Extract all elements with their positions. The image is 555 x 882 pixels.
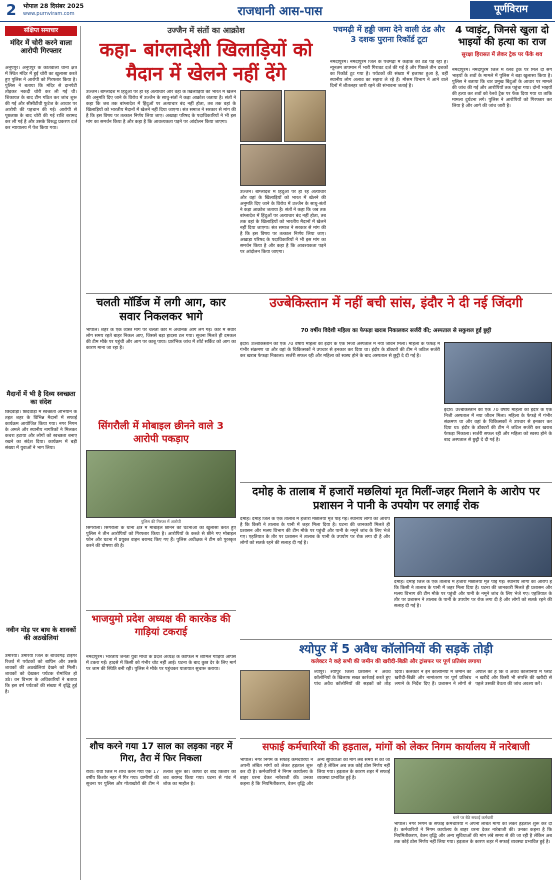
sanitation-strike-caption: धरने पर बैठे सफाई कर्मचारी	[452, 815, 494, 820]
lead-photo-saint1	[240, 90, 282, 142]
far-right-headline: 4 प्वाइंट, जिनसे खुला दो भाइयों की हत्या का राज	[455, 25, 549, 48]
car-fire-body: भोपाल। शहर के एक व्यस्त मार्ग पर चलती कार में अचानक आग लग गई। कार में सवार लोग समय रहते बाहर निकल आए, जिससे बड़ा हादसा टल गया। सूचना मिलते ही दमकल की टीम मौके पर पहुंची और आग पर काबू पाया। प्रारंभिक जांच में शॉर्ट सर्किट को आग का कारण माना जा रहा है।	[86, 328, 236, 351]
page-number: 2	[6, 1, 17, 19]
indore-subhead: 70 वर्षीय विदेशी महिला का फेफड़ा खराब निकालकर सर्जरी की; अस्पताल से सकुशल हुईं छुट्टी	[300, 328, 492, 334]
indore-body: इंदौर। उज्बेकिस्तान की एक 70 वर्षीय महिला को इंदौर के एक निजी अस्पताल में नया जीवन मिला। महिला के फेफड़े में गंभीर संक्रमण था और वहां के चिकित्सकों ने उपचार से इनकार कर दिया था। इंदौर के डॉक्टरों की टीम ने जटिल सर्जरी कर खराब फेफड़ा निकाला। सर्जरी सफल रही और महिला को स्वस्थ होने के बाद अस्पताल से छुट्टी दे दी गई है।	[240, 342, 440, 359]
shyopur-subhead: कलेक्टर ने कहे सभी की जमीन की खरीदी-बिक्री और ट्रांसफर पर पूर्ण प्रतिबंध लगाया	[310, 659, 482, 665]
sidebar-story3-body: उमरिया। उमरिया जिले के बांधवगढ़ टाइगर रिजर्व में पर्यटकों को बाघिन और उसके शावकों की अठखेलियां देखने को मिलीं। शावकों को देखकर पर्यटक रोमांचित हो उठे। वन विभाग के अधिकारियों ने बताया कि इस वर्ष पर्यटकों की संख्या में वृद्धि हुई है।	[5, 654, 77, 695]
damoh-photo	[394, 517, 552, 577]
lead-kicker: उज्जैन में संतों का आक्रोश	[167, 26, 245, 35]
canal-headline: शौच करने गया 17 साल का लड़का नहर में गिरा, तैरा में फिर निकला	[89, 742, 233, 764]
lead-body: उज्जैन। बांग्लादेश में हिंदुओं पर हो रहे अत्याचार और वहां के खिलाड़ियों को भारत में खेलने की अनुमति दिए जाने के विरोध में उज्जैन के साधु-संतों ने कड़ा आक्रोश जताया है। संतों ने कहा कि जब तक बांग्लादेश में हिंदुओं पर अत्याचार बंद नहीं होता, तब तक वहां के खिलाड़ियों को भारतीय मैदानों में खेलने नहीं दिया जाएगा। संत समाज ने सरकार से मांग की है कि इस विषय पर तत्काल निर्णय लिया जाए। अखाड़ा परिषद के पदाधिकारियों ने भी इस मांग का समर्थन किया है और कहा है कि आवश्यकता पड़ने पर आंदोलन किया जाएगा।	[86, 90, 236, 125]
car-fire-headline: चलती मॉर्डिज में लगी आग, कार सवार निकलकर भागे	[96, 296, 226, 323]
right-top-headline: पचमढ़ी में हड्डी जमा देने वाली ठंड और 3 दशक पुराना रिकॉर्ड टूटा	[333, 25, 445, 44]
sidebar-story1-title: मंदिर में चोरी करने वाला आरोपी गिरफ्तार	[10, 39, 72, 55]
paper-name: पूर्णविराम	[470, 1, 552, 19]
sidebar-story3-title: नवीन मोड़ पर बाघ के शावकों की अठखेलियां	[6, 626, 76, 642]
singrauli-headline: सिंगरौली में मोबाइल छीनने वाले 3 आरोपी पकड़ाए	[98, 421, 224, 445]
lead-photo-saint2	[284, 90, 326, 142]
sidebar-label: संक्षिप्त समाचार	[5, 26, 77, 36]
sanitation-strike-photo	[394, 758, 552, 814]
masthead	[0, 0, 555, 22]
bjp-headline: भाजयुमो प्रदेश अध्यक्ष की कारकेड की गाड़ियां टकराई	[91, 614, 231, 638]
damoh-body: दमोह। दमोह जिले के एक तालाब में हजारों मछलियां मृत पाई गईं। स्थानीय लोगों का आरोप है कि किसी ने तालाब के पानी में जहर मिला दिया है। घटना की जानकारी मिलते ही प्रशासन और मत्स्य विभाग की टीम मौके पर पहुंची और पानी के नमूने जांच के लिए भेजे गए। एहतियात के तौर पर प्रशासन ने तालाब के पानी के उपयोग पर रोक लगा दी है और लोगों को सतर्क रहने की सलाह दी गई है।	[240, 517, 390, 546]
right-top-body: नर्मदापुरम। नर्मदापुरम जिले के पचमढ़ी में कड़ाके की ठंड पड़ रही है। न्यूनतम तापमान में भारी गिरावट दर्ज की गई है और पिछले तीन दशकों का रिकॉर्ड टूट गया है। पर्यटकों की संख्या में इजाफा हुआ है, वहीं स्थानीय लोग अलाव का सहारा ले रहे हैं। मौसम विभाग ने आने वाले दिनों में शीतलहर जारी रहने की संभावना जताई है।	[330, 60, 448, 89]
lead-photo-saint3	[240, 144, 326, 186]
sanitation-strike-headline: सफाई कर्मचारियों की हड़ताल, मांगों को लेकर निगम कार्यालय में नारेबाजी	[262, 742, 530, 753]
far-right-subhead: सुरक्षा हिरासत में लेकर ट्रेक पर फेंके शव	[461, 52, 543, 58]
singrauli-body: सिंगरौली। सिंगरौली के थाना क्षेत्र में मोबाइल छीनने की घटनाओं का खुलासा करते हुए पुलिस ने तीन आरोपियों को गिरफ्तार किया है। आरोपियों के कब्जे से छीने गए मोबाइल फोन और घटना में प्रयुक्त वाहन बरामद किए गए हैं। पुलिस अधीक्षक ने टीम को पुरस्कृत करने की घोषणा की है।	[86, 526, 236, 549]
sidebar-story2-title: मैदानों में भी है दिव्य स्वच्छता का संदेश	[6, 390, 76, 406]
indore-body-right: इंदौर। उज्बेकिस्तान की एक 70 वर्षीय महिला को इंदौर के एक निजी अस्पताल में नया जीवन मिला। महिला के फेफड़े में गंभीर संक्रमण था और वहां के चिकित्सकों ने उपचार से इनकार कर दिया था। इंदौर के डॉक्टरों की टीम ने जटिल सर्जरी कर खराब फेफड़ा निकाला। सर्जरी सफल रही और महिला को स्वस्थ होने के बाद अस्पताल से छुट्टी दे दी गई है।	[444, 408, 552, 443]
masthead-website[interactable]: www.purnviram.com	[23, 11, 75, 17]
damoh-headline: दमोह के तालाब में हजारों मछलियां मृत मिलीं-जहर मिलाने के आरोप पर प्रशासन ने पानी के उपयोग पर लगाई रोक	[252, 485, 540, 512]
singrauli-caption: पुलिस की गिरफ्त में आरोपी	[141, 519, 181, 524]
shyopur-body: श्योपुर। श्योपुर जिला प्रशासन ने अवैध कॉलोनियों के खिलाफ सख्त कार्रवाई करते हुए पांच अवैध कॉलोनियों की सड़कों को तोड़ दिया। कलेक्टर ने इन कॉलोनियों में जमीन की खरीदी-बिक्री और नामांतरण पर पूर्ण प्रतिबंध लगाने के निर्देश दिए हैं। प्रशासन ने लोगों से अपील की है कि वे अवैध कॉलोनियों में प्लॉट न खरीदें और किसी भी संपत्ति की खरीदी से पहले उसकी वैधता की जांच अवश्य करें।	[314, 670, 552, 687]
indore-headline: उज्बेकिस्तान में नहीं बची सांस, इंदौर ने दी नई जिंदगी	[269, 296, 523, 311]
masthead-date: भोपाल 28 दिसंबर 2025	[23, 3, 84, 10]
shyopur-photo	[240, 670, 310, 720]
sanitation-strike-body-right: भोपाल। नगर निगम के सफाई कर्मचारियों ने अपनी लंबित मांगों को लेकर हड़ताल शुरू कर दी है। कर्मचारियों ने निगम कार्यालय के बाहर धरना देकर नारेबाजी की। उनका कहना है कि नियमितीकरण, वेतन वृद्धि और अन्य सुविधाओं की मांग लंबे समय से की जा रही है लेकिन अब तक कोई ठोस निर्णय नहीं लिया गया। हड़ताल के कारण शहर में सफाई व्यवस्था प्रभावित हुई है।	[394, 822, 552, 845]
canal-body: रीवा। रीवा जिले में शौच करने गया एक 17 वर्षीय किशोर नहर में गिर गया। ग्रामीणों की सूचना पर पुलिस और गोताखोरों की टीम ने तलाश शुरू की। काफी देर बाद किशोर का शव बरामद किया गया। घटना से गांव में शोक का माहौल है।	[86, 770, 236, 787]
indore-photo	[444, 342, 552, 404]
sidebar	[3, 26, 81, 880]
lead-headline: कहा- बांग्लादेशी खिलाड़ियों को मैदान में खेलने नहीं देंगे	[99, 39, 313, 85]
bjp-body: नर्मदापुरम। भारतीय जनता युवा मोर्चा के प्रदेश अध्यक्ष के काफिले में शामिल गाड़ियां आपस में टकरा गईं। हादसे में किसी को गंभीर चोट नहीं आई। घटना के बाद कुछ देर के लिए मार्ग पर जाम की स्थिति बनी रही। पुलिस ने मौके पर पहुंचकर यातायात सुचारू कराया।	[86, 655, 236, 672]
far-right-body: नर्मदापुरम। नर्मदापुरम जिले में रेलवे ट्रैक पर मिले दो सगे भाइयों के शवों के मामले में पुलिस ने बड़ा खुलासा किया है। पुलिस ने बताया कि चार प्रमुख बिंदुओं के आधार पर मामले की जांच की गई और आरोपियों तक पहुंचा गया। दोनों भाइयों की हत्या कर शवों को रेलवे ट्रैक पर फेंक दिया गया था ताकि मामला दुर्घटना लगे। पुलिस ने आरोपियों को गिरफ्तार कर लिया है और आगे की जांच जारी है।	[452, 68, 552, 109]
sanitation-strike-body: भोपाल। नगर निगम के सफाई कर्मचारियों ने अपनी लंबित मांगों को लेकर हड़ताल शुरू कर दी है। कर्मचारियों ने निगम कार्यालय के बाहर धरना देकर नारेबाजी की। उनका कहना है कि नियमितीकरण, वेतन वृद्धि और अन्य सुविधाओं की मांग लंबे समय से की जा रही है लेकिन अब तक कोई ठोस निर्णय नहीं लिया गया। हड़ताल के कारण शहर में सफाई व्यवस्था प्रभावित हुई है।	[240, 758, 390, 787]
sidebar-story2-body: छिंदवाड़ा। छिंदवाड़ा में स्वच्छता अभियान के तहत शहर के विभिन्न मैदानों में सफाई कार्यक्रम आयोजित किया गया। नगर निगम के अमले और स्थानीय नागरिकों ने मिलकर कचरा हटाया और लोगों को स्वच्छता बनाए रखने का संदेश दिया। कार्यक्रम में बड़ी संख्या में युवाओं ने भाग लिया।	[5, 410, 77, 451]
singrauli-photo	[86, 450, 236, 518]
damoh-body-right: दमोह। दमोह जिले के एक तालाब में हजारों मछलियां मृत पाई गईं। स्थानीय लोगों का आरोप है कि किसी ने तालाब के पानी में जहर मिला दिया है। घटना की जानकारी मिलते ही प्रशासन और मत्स्य विभाग की टीम मौके पर पहुंची और पानी के नमूने जांच के लिए भेजे गए। एहतियात के तौर पर प्रशासन ने तालाब के पानी के उपयोग पर रोक लगा दी है और लोगों को सतर्क रहने की सलाह दी गई है।	[394, 580, 552, 609]
shyopur-headline: श्योपुर में 5 अवैध कॉलोनियों की सड़कें तोड़ी	[299, 642, 493, 656]
sidebar-story1-body: अनूपपुर। अनूपपुर के कोतवाली थाना क्षेत्र में स्थित मंदिर में हुई चोरी का खुलासा करते हुए पुलिस ने आरोपी को गिरफ्तार किया है। पुलिस ने बताया कि मंदिर से दानपेटी तोड़कर नकदी चोरी कर ली गई थी। शिकायत के बाद टीम गठित कर जांच शुरू की गई और सीसीटीवी फुटेज के आधार पर आरोपी की पहचान की गई। आरोपी से पूछताछ के बाद चोरी की गई राशि बरामद कर ली गई है और उसके विरुद्ध प्रकरण दर्ज कर न्यायालय में पेश किया गया।	[5, 66, 77, 131]
lead-body-continued: उज्जैन। बांग्लादेश में हिंदुओं पर हो रहे अत्याचार और वहां के खिलाड़ियों को भारत में खेलने की अनुमति दिए जाने के विरोध में उज्जैन के साधु-संतों ने कड़ा आक्रोश जताया है। संतों ने कहा कि जब तक बांग्लादेश में हिंदुओं पर अत्याचार बंद नहीं होता, तब तक वहां के खिलाड़ियों को भारतीय मैदानों में खेलने नहीं दिया जाएगा। संत समाज ने सरकार से मांग की है कि इस विषय पर तत्काल निर्णय लिया जाए। अखाड़ा परिषद के पदाधिकारियों ने भी इस मांग का समर्थन किया है और कहा है कि आवश्यकता पड़ने पर आंदोलन किया जाएगा।	[240, 190, 326, 255]
section-title: राजधानी आस-पास	[237, 4, 323, 18]
